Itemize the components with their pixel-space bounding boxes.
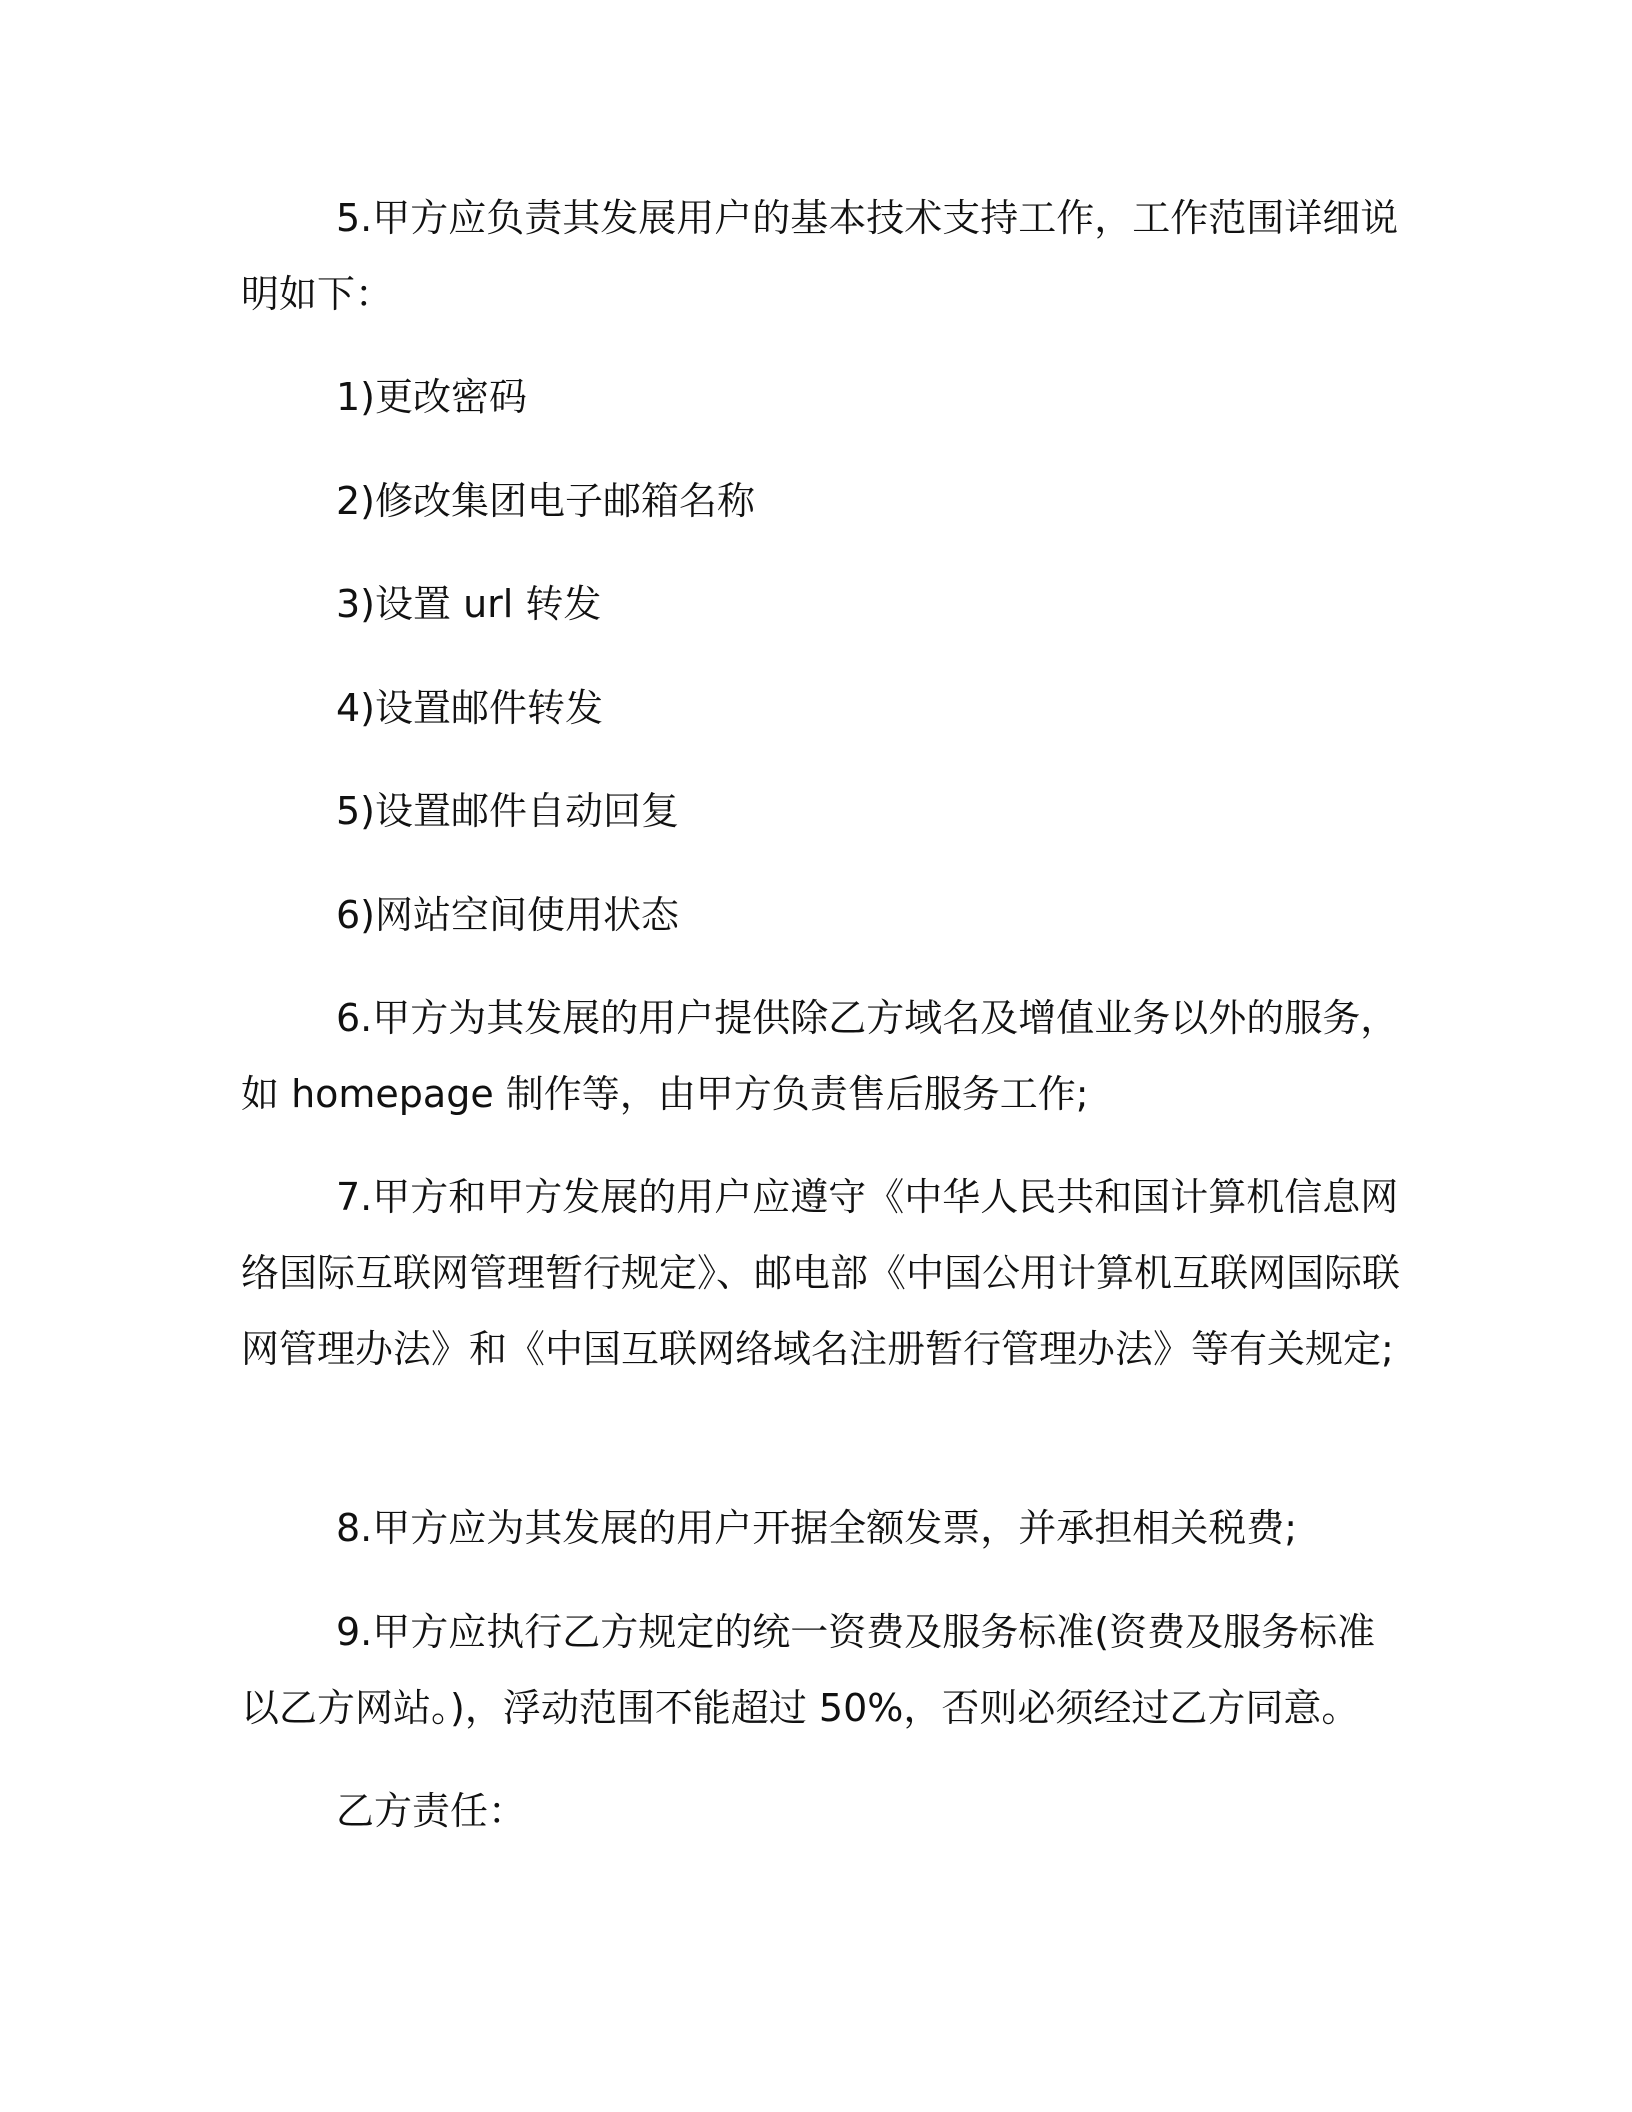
section-heading-party-b-responsibilities: 乙方责任： [336, 1789, 527, 1833]
paragraph-item-7: 7.甲方和甲方发展的用户应遵守《中华人民共和国计算机信息网络国际互联网管理暂行规定》、邮电部《中国公用计算机互联网国际联网管理办法》和《中国互联网络域名注册暂行管理办法》等有关规定; [241, 1175, 1401, 1371]
list-item-web-space-status: 6)网站空间使用状态 [336, 893, 680, 937]
paragraph-item-8: 8.甲方应为其发展的用户开据全额发票，并承担相关税费; [336, 1506, 1298, 1550]
list-item-url-forwarding: 3)设置 url 转发 [336, 582, 602, 626]
paragraph-item-5: 5.甲方应负责其发展用户的基本技术支持工作，工作范围详细说明如下： [241, 196, 1399, 316]
list-item-change-password: 1)更改密码 [336, 375, 528, 419]
paragraph-item-6: 6.甲方为其发展的用户提供除乙方域名及增值业务以外的服务，如 homepage 制作等，由甲方负责售后服务工作; [241, 996, 1399, 1116]
paragraph-item-9: 9.甲方应执行乙方规定的统一资费及服务标准(资费及服务标准以乙方网站。)，浮动范围不能超过 50%，否则必须经过乙方同意。 [241, 1610, 1376, 1730]
list-item-rename-mailbox: 2)修改集团电子邮箱名称 [336, 479, 756, 523]
list-item-mail-forwarding: 4)设置邮件转发 [336, 686, 604, 730]
list-item-auto-reply: 5)设置邮件自动回复 [336, 789, 680, 833]
